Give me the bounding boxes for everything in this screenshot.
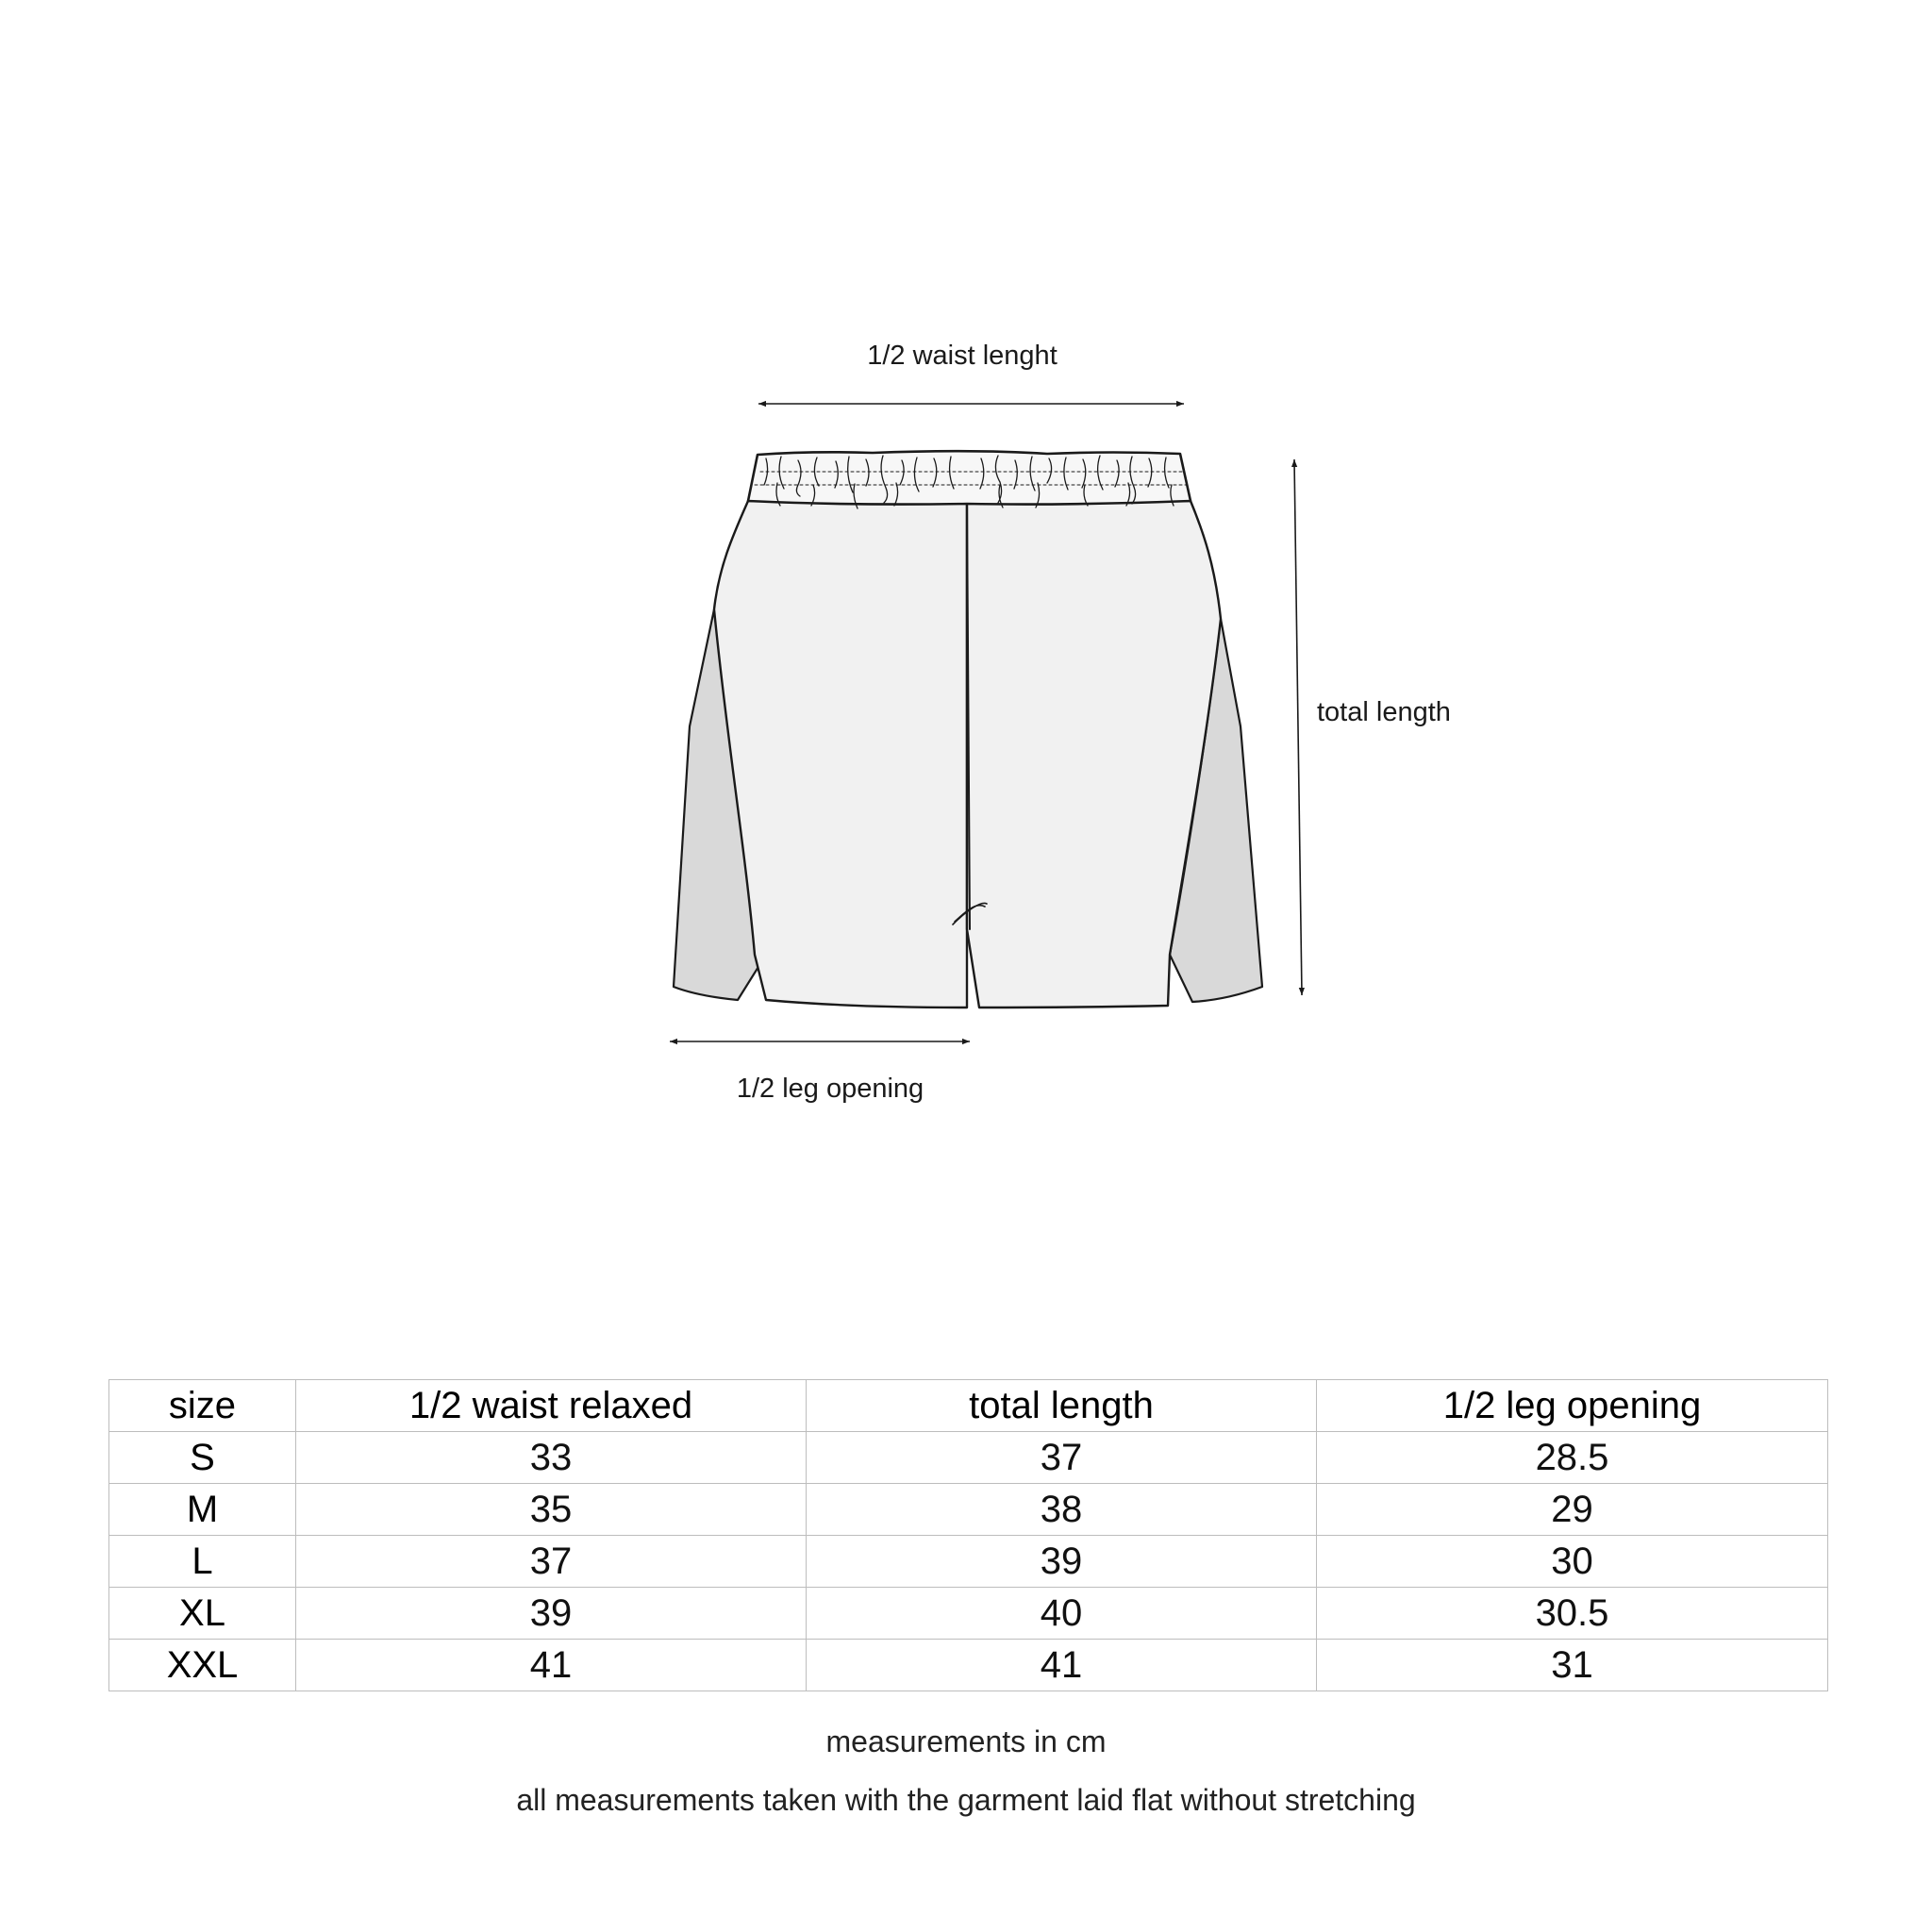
size-cell: XL xyxy=(109,1588,296,1640)
leg-opening-cell: 29 xyxy=(1317,1484,1828,1536)
waist-cell: 33 xyxy=(296,1432,807,1484)
length-cell: 41 xyxy=(807,1640,1317,1691)
units-note: measurements in cm xyxy=(825,1724,1107,1758)
header-size: size xyxy=(109,1380,296,1432)
size-cell: XXL xyxy=(109,1640,296,1691)
leg-opening-cell: 28.5 xyxy=(1317,1432,1828,1484)
length-cell: 38 xyxy=(807,1484,1317,1536)
table-row xyxy=(109,1536,1828,1588)
length-cell: 39 xyxy=(807,1536,1317,1588)
table-row xyxy=(109,1640,1828,1691)
table-header-row xyxy=(109,1380,1828,1432)
waist-cell: 41 xyxy=(296,1640,807,1691)
waist-cell: 39 xyxy=(296,1588,807,1640)
total-length-dimension-label: total length xyxy=(1317,697,1451,727)
left-leg-panel xyxy=(714,501,967,1008)
table-row xyxy=(109,1484,1828,1536)
size-cell: S xyxy=(109,1432,296,1484)
header-total-length: total length xyxy=(807,1380,1317,1432)
leg-opening-cell: 30.5 xyxy=(1317,1588,1828,1640)
leg-opening-dimension-label: 1/2 leg opening xyxy=(736,1074,924,1104)
size-cell: M xyxy=(109,1484,296,1536)
waist-cell: 35 xyxy=(296,1484,807,1536)
size-chart-table xyxy=(108,1379,1828,1691)
length-cell: 40 xyxy=(807,1588,1317,1640)
waist-cell: 37 xyxy=(296,1536,807,1588)
total-length-dimension-arrow xyxy=(1294,459,1302,995)
table-row xyxy=(109,1432,1828,1484)
size-cell: L xyxy=(109,1536,296,1588)
leg-opening-cell: 31 xyxy=(1317,1640,1828,1691)
length-cell: 37 xyxy=(807,1432,1317,1484)
header-waist-relaxed: 1/2 waist relaxed xyxy=(296,1380,807,1432)
leg-opening-cell: 30 xyxy=(1317,1536,1828,1588)
shorts-illustration xyxy=(674,451,1262,1008)
measurement-method-note: all measurements taken with the garment laid flat without stretching xyxy=(516,1783,1416,1817)
waist-dimension-label: 1/2 waist lenght xyxy=(867,341,1058,371)
table-row xyxy=(109,1588,1828,1640)
header-leg-opening: 1/2 leg opening xyxy=(1317,1380,1828,1432)
